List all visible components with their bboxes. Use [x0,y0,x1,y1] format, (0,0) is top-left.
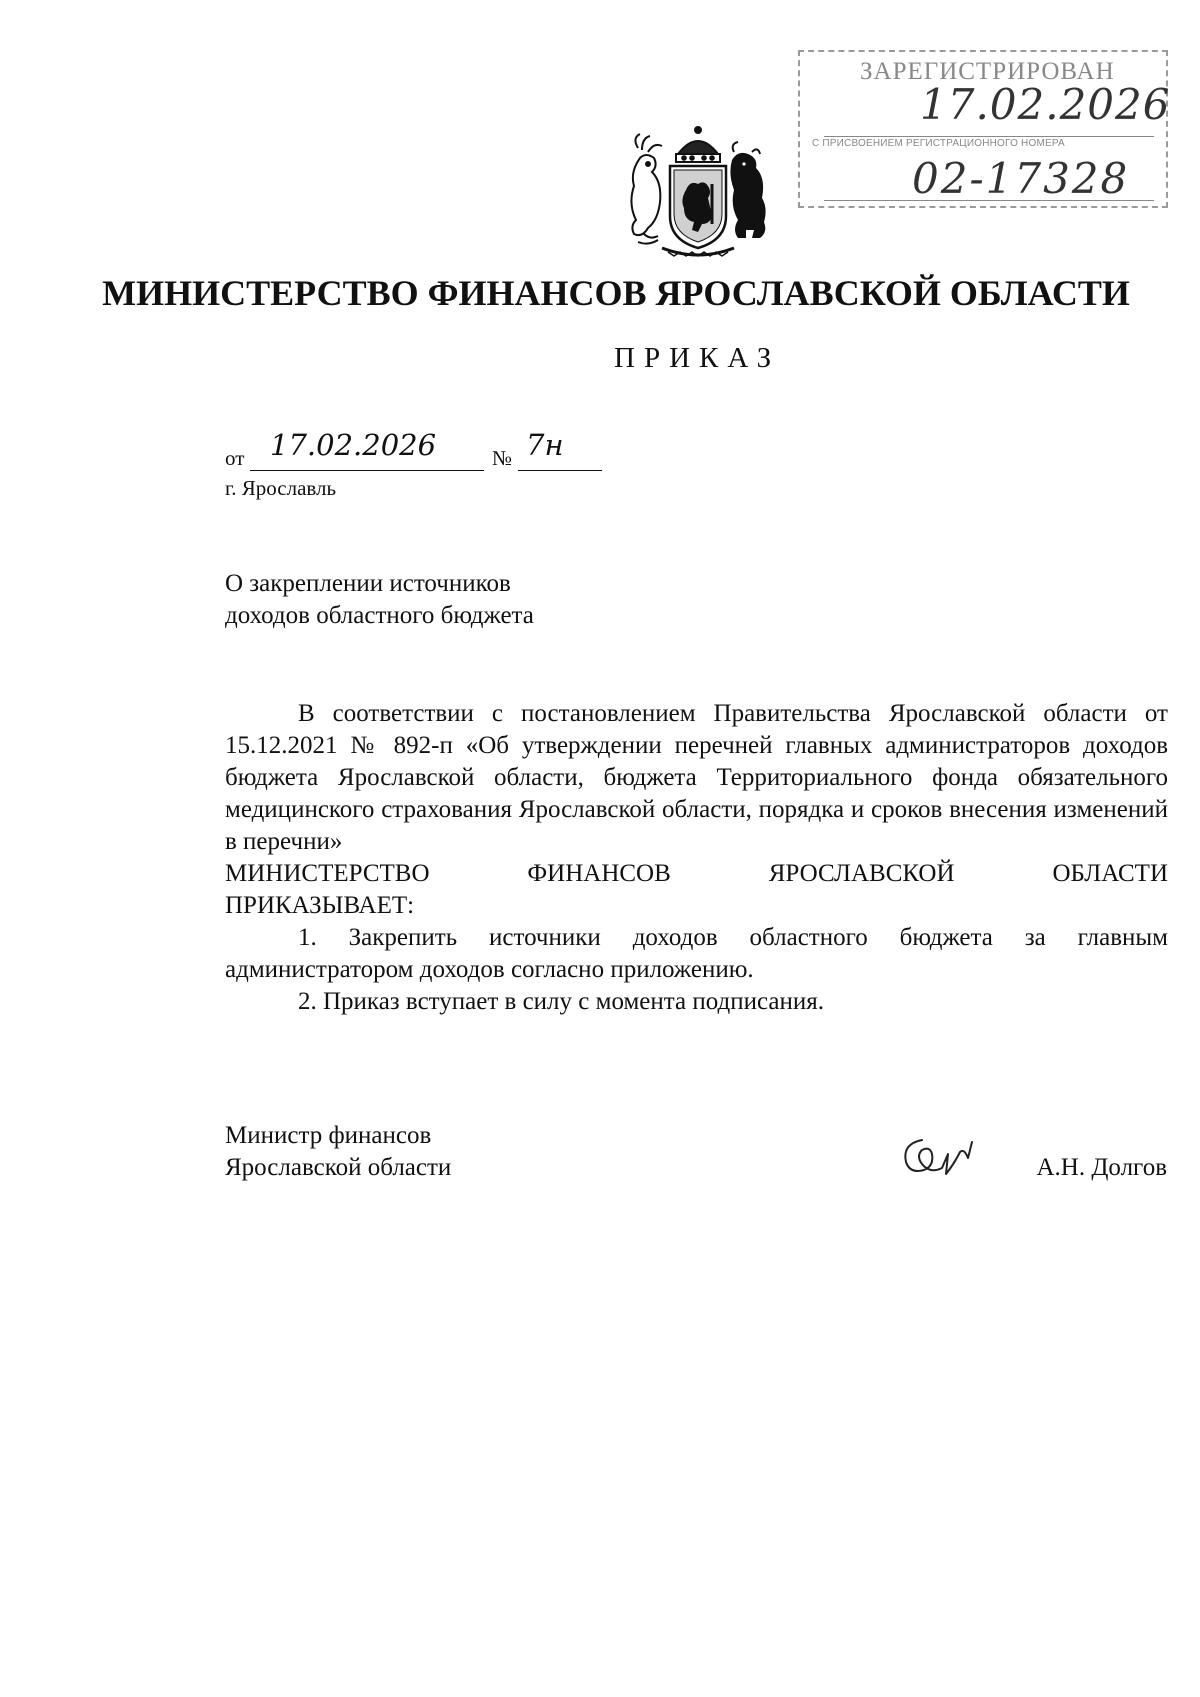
orders-line: ПРИКАЗЫВАЕТ: [225,892,415,919]
stamp-rule [824,136,1154,137]
number-value: 7н [526,428,564,462]
authority-line: МИНИСТЕРСТВО ФИНАНСОВ ЯРОСЛАВСКОЙ ОБЛАСТИ [225,860,1168,887]
document-subject [225,568,534,632]
date-field [250,428,484,471]
stamp-title: ЗАРЕГИСТРИРОВАН [860,58,1115,85]
subject-line: О закреплении источников [225,570,511,597]
number-field [518,428,602,471]
handwritten-signature [900,1130,980,1176]
subject-line: доходов областного бюджета [225,602,534,629]
document-type: ПРИКАЗ [614,342,781,374]
stamp-number: 02-17328 [912,154,1130,203]
preamble-paragraph: В соответствии с постановлением Правительства Ярославской области от 15.12.2021 № 892-п «Об утверждении перечней главных администраторов доходов бюджета Ярославской области, бюджета Территориального фонда обязательного медицинского страхования Ярославской области, порядка и сроков внесения изменений в перечни» [225,700,1168,855]
stamp-date: 17.02.2026 [920,80,1171,129]
signer-name: А.Н. Долгов [1036,1154,1167,1181]
document-body [225,698,1168,1018]
order-item: 2. Приказ вступает в силу с момента подписания. [298,988,824,1015]
city: г. Ярославль [225,476,337,500]
date-label: от [225,446,245,470]
signer-position [225,1120,451,1184]
stamp-rule [824,200,1154,201]
number-label: № [492,446,513,470]
stamp-caption: С ПРИСВОЕНИЕМ РЕГИСТРАЦИОННОГО НОМЕРА [812,138,1065,149]
ministry-title: МИНИСТЕРСТВО ФИНАНСОВ ЯРОСЛАВСКОЙ ОБЛАСТИ [102,273,1130,313]
registration-stamp [798,50,1171,208]
order-item: 1. Закрепить источники доходов областного бюджета за главным администратором доходов согласно приложению. [225,924,1168,983]
signer-position-line: Министр финансов [225,1122,432,1149]
signer-position-line: Ярославской области [225,1154,452,1181]
coat-of-arms-icon [628,124,768,258]
date-value: 17.02.2026 [270,428,437,462]
